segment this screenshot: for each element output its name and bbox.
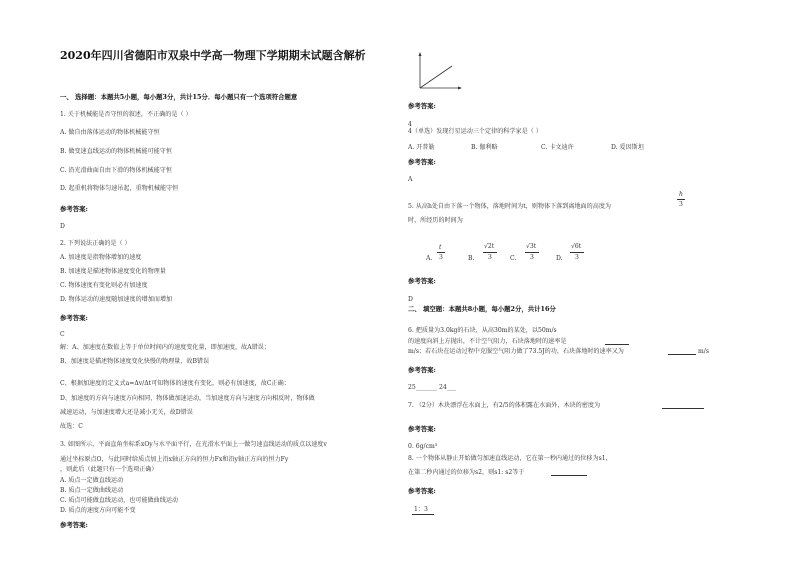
- q6-line-2: 的速度向斜上方抛出，不计空气阻力，石块落地时的速率是: [408, 338, 567, 345]
- q4-option-d: D. 爱因斯坦: [611, 144, 644, 151]
- q5-option-a-bar: [437, 252, 445, 253]
- q5-option-c-bar: [525, 252, 539, 253]
- q3-stem-line-2: 通过坐标原点O，与此同时给质点加上沿x轴正方向的恒力Fx和沿y轴正方向的恒力Fy: [60, 456, 289, 463]
- q8-answer-label: 参考答案:: [408, 487, 436, 495]
- q6-line-1: 6. 把质量为3.0kg的石块，从高30m的某处，以50m/s: [408, 327, 557, 334]
- q1-option-c: C. 沿光滑曲面自由下滑的物体机械能守恒: [60, 167, 172, 174]
- q7-blank[interactable]: [662, 402, 704, 409]
- q2-option-b: B. 加速度是描述物体速度变化的物理量: [60, 268, 166, 275]
- section-1-heading: 一、 选择题：本题共5小题，每小题3分，共计15分．每小题只有一个选项符合题意: [60, 93, 298, 101]
- q6-blank-1[interactable]: [605, 338, 629, 345]
- q5-option-c-den: 3: [530, 254, 534, 261]
- q3-stem-line-1: 3. 如图所示，平面直角坐标系xOy与水平面平行，在光滑水平面上一做匀速直线运动的质点以速度v: [60, 441, 327, 448]
- q5-option-a: A.: [426, 255, 433, 262]
- q2-answer-label: 参考答案:: [60, 314, 88, 322]
- graph-x-arrow: [458, 87, 462, 90]
- q5-stem-line-2: 时，所经历的时间为: [408, 217, 463, 224]
- q4-number: 4: [408, 121, 412, 128]
- q5-stem-line-1: 5. 从高h处自由下落一个物体，落地时间为t，则物体下落到离地面的高度为: [408, 203, 612, 210]
- q8-answer: 1：3: [414, 506, 428, 513]
- q2-option-d: D. 物体运动的速度随加速度的增加而增加: [60, 296, 173, 303]
- q5-option-d-den: 3: [575, 254, 579, 261]
- q3-option-c: C. 质点可能做直线运动，也可能做曲线运动: [60, 497, 179, 504]
- q4-answer: A: [408, 176, 413, 183]
- q5-option-b-bar: [483, 252, 497, 253]
- q5-option-d-num: √6t: [571, 243, 582, 250]
- q5-option-b-den: 3: [488, 254, 492, 261]
- q3-option-a: A. 质点一定做直线运动: [60, 477, 124, 484]
- q1-option-d: D. 起重机将物体匀速吊起，重物机械能守恒: [60, 185, 179, 192]
- q2-stem: 2. 下列说法正确的是（ ）: [60, 240, 131, 247]
- q2-explanation-6: 故选：C: [60, 423, 83, 430]
- q5-fraction-bottom: 3: [679, 201, 683, 208]
- q2-explanation-2: B、加速度是描述物体速度变化快慢的物理量，故B错误: [60, 358, 210, 365]
- q1-answer-label: 参考答案:: [60, 205, 88, 213]
- q8-blank[interactable]: [551, 469, 587, 476]
- q7-answer: 0. 6g/cm³: [408, 443, 438, 450]
- q4-stem: 4（单选）发现行星运动三个定律的科学家是（ ）: [408, 128, 542, 135]
- q6-blank-2[interactable]: [668, 348, 696, 355]
- q4-option-c: C. 卡文迪许: [541, 144, 574, 151]
- graph-line: [420, 66, 452, 88]
- q6-line-3: m/s；若石块在运动过程中克服空气阻力做了73.5J的功，石块落地时的速率又为: [408, 348, 624, 355]
- q2-explanation-3: C、根据加速度的定义式a=Δv/Δt可知物体的速度有变化，则必有加速度，故C正确；: [60, 380, 290, 387]
- q2-explanation-4: D、加速度的方向与速度方向相同，物体做加速运动，当加速度方向与速度方向相反时，物体做: [60, 395, 315, 402]
- q1-option-a: A. 做自由落体运动的物体机械能守恒: [60, 129, 160, 136]
- q8-answer-underline: [412, 514, 434, 515]
- q1-stem: 1. 关于机械能是否守恒的叙述，不正确的是（ ）: [60, 111, 192, 118]
- section-2-heading: 二、 填空题：本题共8小题，每小题2分，共计16分: [408, 305, 556, 313]
- q3-answer-graph: [414, 50, 464, 92]
- q2-answer: C: [60, 331, 65, 338]
- q5-option-b: B.: [468, 255, 475, 262]
- q5-option-d: D.: [556, 255, 563, 262]
- q3-answer-label: 参考答案:: [60, 521, 88, 529]
- q5-answer: D: [408, 296, 413, 303]
- q3-option-d: D. 质点的速度方向可能不变: [60, 507, 136, 514]
- q1-option-b: B. 做变速直线运动的物体机械能可能守恒: [60, 148, 172, 155]
- q4-answer-label: 参考答案:: [408, 158, 436, 166]
- q1-answer: D: [60, 223, 65, 230]
- q5-fraction-top: h: [679, 191, 683, 198]
- q8-line-2: 在第二秒内通过的位移为s2，则s1: s2等于: [408, 469, 525, 476]
- q5-option-b-num: √2t: [484, 243, 495, 250]
- q5-fraction-bar: [677, 199, 685, 200]
- q4-option-a: A. 开普勒: [408, 144, 435, 151]
- q6-answer: 25_______ 24___: [408, 384, 456, 391]
- q3-stem-line-3: ，则此后（此题只有一个选项正确）: [60, 466, 158, 473]
- q2-option-c: C. 物体速度有变化则必有加速度: [60, 282, 148, 289]
- q7-answer-label: 参考答案:: [408, 425, 436, 433]
- q6-answer-label: 参考答案:: [408, 366, 436, 374]
- q5-option-a-den: 3: [439, 254, 443, 261]
- q4-option-b: B. 伽利略: [471, 144, 498, 151]
- q5-option-c-num: √3t: [526, 243, 537, 250]
- q3-option-b: B. 质点一定做曲线运动: [60, 487, 124, 494]
- page-title: 2020年四川省德阳市双泉中学高一物理下学期期末试题含解析: [60, 49, 366, 62]
- q2-option-a: A. 加速度是指物体增加的速度: [60, 254, 142, 261]
- q2-explanation-1: 解：A、加速度在数值上等于单位时间内的速度变化量，即加速度，故A错误；: [60, 344, 270, 351]
- q2-explanation-5: 减速运动，与加速度增大还是减小无关，故D错误: [60, 409, 193, 416]
- q5-answer-label: 参考答案:: [408, 277, 436, 285]
- q6-line-3-unit: m/s: [698, 348, 709, 355]
- q7-stem: 7. （2分）木块漂浮在水面上，有2/5的体积露在水面外，木块的密度为: [408, 402, 601, 409]
- q3-ref-answer-label: 参考答案:: [408, 102, 436, 110]
- q5-option-d-bar: [570, 252, 584, 253]
- graph-y-arrow: [419, 52, 422, 56]
- q5-option-c: C.: [510, 255, 517, 262]
- q5-option-a-num: t: [439, 244, 442, 251]
- q8-line-1: 8. 一个物体从静止开始做匀加速直线运动，它在第一秒内通过的位移为s1，: [408, 455, 612, 462]
